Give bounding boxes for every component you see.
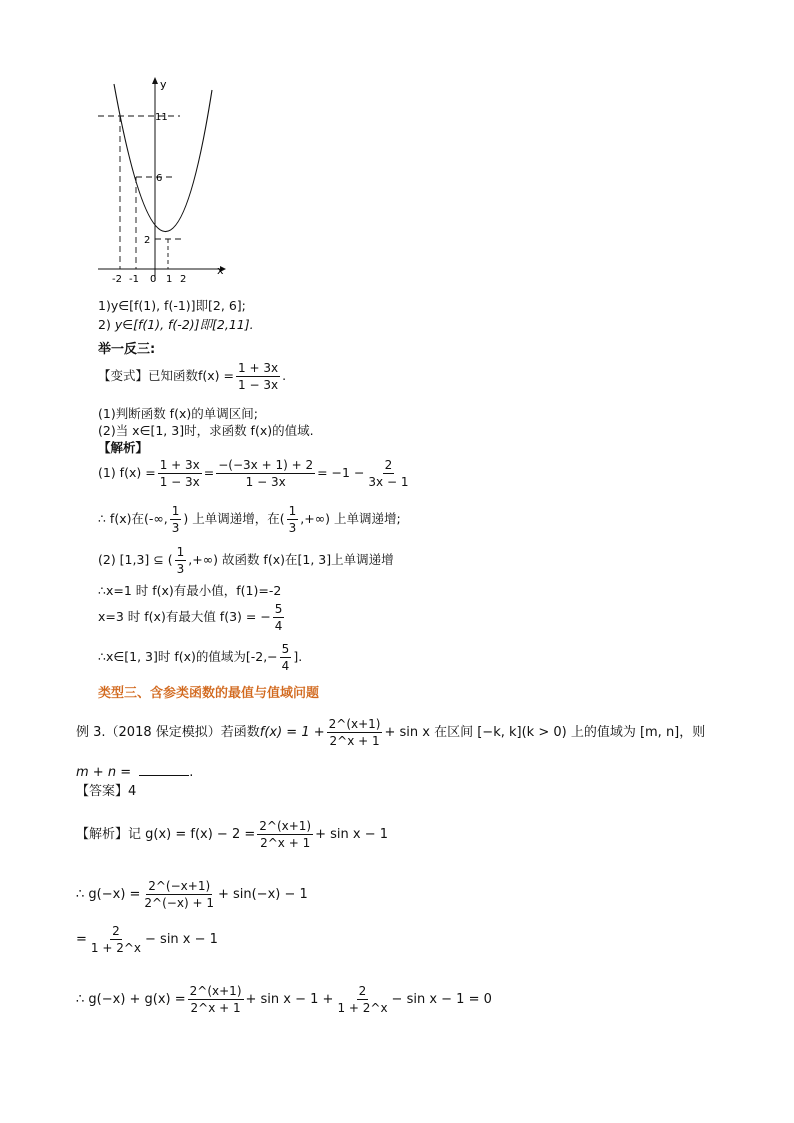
ana2-a: 【解析】记 g(x) = f(x) − 2 =	[76, 827, 256, 842]
variant-end: .	[282, 368, 287, 384]
s1-frac1	[158, 459, 202, 488]
analysis-2	[76, 820, 388, 849]
g2-frac	[89, 925, 143, 954]
solution-line-3	[98, 546, 394, 575]
g1-frac	[142, 880, 216, 909]
s1-frac3	[366, 459, 410, 488]
variant-den: 1 − 3x	[238, 378, 279, 392]
g3-c: − sin x − 1 = 0	[391, 992, 492, 1007]
x-axis-label: x	[217, 264, 224, 277]
s3-frac-num: 1	[176, 545, 185, 559]
solution-line-6	[98, 643, 302, 672]
y-tick-2: 2	[144, 235, 151, 246]
s5-a: x=3 时 f(x)有最大值 f(3) = −	[98, 609, 271, 625]
answer-blank	[139, 775, 189, 776]
s6-frac-den: 4	[281, 659, 290, 673]
ana2-frac-num: 2^(x+1)	[259, 819, 312, 833]
y-tick-6: 6	[156, 173, 163, 184]
ana2-frac	[257, 820, 313, 849]
s1-prefix: (1) f(x) =	[98, 465, 156, 481]
s5-frac	[273, 603, 285, 632]
variant-label: 【变式】已知函数f(x) =	[98, 368, 234, 384]
x-tick-0: 0	[150, 274, 157, 285]
line-2	[98, 319, 254, 332]
y-axis-label: y	[160, 78, 167, 91]
ex3-e: .	[189, 765, 194, 780]
question-2: (2)当 x∈[1, 3]时，求函数 f(x)的值域.	[98, 423, 314, 438]
ex3-a: 例 3.（2018 保定模拟）若函数	[76, 725, 260, 740]
s3-b: ,+∞) 故函数 f(x)在[1, 3]上单调递增	[188, 552, 394, 568]
ex3-frac	[327, 718, 383, 747]
s1-frac1-num: 1 + 3x	[159, 458, 200, 472]
line-2-prefix: 2)	[98, 317, 115, 332]
line-1: 1)y∈[f(1), f(-1)]即[2, 6];	[98, 298, 246, 313]
s6-b: ].	[293, 649, 303, 665]
g3-frac1-den: 2^x + 1	[190, 1001, 241, 1015]
s1-frac1-den: 1 − 3x	[159, 475, 200, 489]
s1-frac2-num: −(−3x + 1) + 2	[218, 458, 314, 472]
example-3-blank-line	[76, 766, 193, 779]
ex3-frac-den: 2^x + 1	[329, 734, 380, 748]
s2-frac1-den: 3	[171, 521, 180, 535]
ex3-d: m + n =	[76, 765, 136, 780]
g1-a: ∴ g(−x) =	[76, 887, 141, 902]
s1-frac3-num: 2	[384, 458, 393, 472]
g3-frac2-den: 1 + 2^x	[337, 1001, 388, 1015]
g-line-3	[76, 985, 492, 1014]
s6-a: ∴x∈[1, 3]时 f(x)的值域为[-2,−	[98, 649, 278, 665]
s2-frac1-num: 1	[171, 504, 180, 518]
g2-a: =	[76, 932, 87, 947]
s1-frac2-den: 1 − 3x	[245, 475, 286, 489]
g3-a: ∴ g(−x) + g(x) =	[76, 992, 186, 1007]
g2-frac-den: 1 + 2^x	[90, 941, 142, 955]
s2-frac2-num: 1	[288, 504, 297, 518]
example-3	[76, 718, 705, 747]
s3-frac	[175, 546, 187, 575]
ana2-frac-den: 2^x + 1	[260, 836, 311, 850]
s2-a: ∴ f(x)在(-∞,	[98, 511, 168, 527]
analysis-label: 【解析】	[98, 440, 149, 455]
y-axis-arrow	[152, 77, 158, 84]
heading-juyifansan: 举一反三:	[98, 342, 156, 357]
s2-frac1	[170, 505, 182, 534]
ana2-b: + sin x − 1	[315, 827, 388, 842]
x-tick-1: 1	[166, 274, 173, 285]
g1-b: + sin(−x) − 1	[217, 887, 308, 902]
question-1: (1)判断函数 f(x)的单调区间;	[98, 406, 258, 421]
g2-b: − sin x − 1	[145, 932, 218, 947]
variant-statement	[98, 362, 286, 391]
g1-frac-num: 2^(−x+1)	[148, 879, 211, 893]
ex3-frac-num: 2^(x+1)	[328, 717, 381, 731]
ex3-b: f(x) = 1 +	[259, 725, 325, 740]
s2-frac2	[287, 505, 299, 534]
g3-frac2-num: 2	[358, 984, 367, 998]
s5-frac-den: 4	[274, 619, 283, 633]
s5-frac-num: 5	[274, 602, 283, 616]
s1-eq2: = −1 −	[317, 465, 365, 481]
ex3-c: + sin x 在区间 [−k, k](k > 0) 上的值域为 [m, n]，则	[384, 725, 706, 740]
variant-num: 1 + 3x	[238, 361, 279, 375]
s1-frac2	[216, 459, 315, 488]
solution-line-5	[98, 603, 286, 632]
solution-line-1	[98, 459, 412, 488]
line-2-body: y∈[f(1), f(-2)]即[2,11].	[114, 317, 254, 332]
s1-frac3-den: 3x − 1	[368, 475, 409, 489]
s6-frac	[280, 643, 292, 672]
g3-frac2	[335, 985, 389, 1014]
s2-frac2-den: 3	[288, 521, 297, 535]
g-line-1	[76, 880, 308, 909]
parabola-curve	[114, 84, 212, 232]
parabola-graph	[92, 76, 232, 288]
x-tick-2: 2	[180, 274, 187, 285]
g3-b: + sin x − 1 +	[245, 992, 334, 1007]
y-tick-11: 11	[155, 112, 168, 123]
s3-a: (2) [1,3] ⊆ (	[98, 552, 173, 568]
s1-eq: =	[203, 465, 215, 481]
g1-frac-den: 2^(−x) + 1	[144, 896, 214, 910]
section-heading-type3: 类型三、含参类函数的最值与值域问题	[98, 686, 320, 701]
g2-frac-num: 2	[112, 924, 120, 938]
g3-frac1-num: 2^(x+1)	[189, 984, 242, 998]
s2-c: ,+∞) 上单调递增;	[300, 511, 401, 527]
variant-fraction	[236, 362, 280, 391]
s3-frac-den: 3	[176, 562, 185, 576]
g-line-2	[76, 925, 218, 954]
g3-frac1	[188, 985, 244, 1014]
x-tick-minus2: -2	[112, 274, 122, 285]
s6-frac-num: 5	[281, 642, 290, 656]
x-tick-minus1: -1	[129, 274, 139, 285]
answer-line: 【答案】4	[76, 784, 137, 799]
solution-line-2	[98, 505, 401, 534]
s2-b: ) 上单调递增，在(	[183, 511, 285, 527]
solution-line-4: ∴x=1 时 f(x)有最小值，f(1)=-2	[98, 583, 282, 598]
